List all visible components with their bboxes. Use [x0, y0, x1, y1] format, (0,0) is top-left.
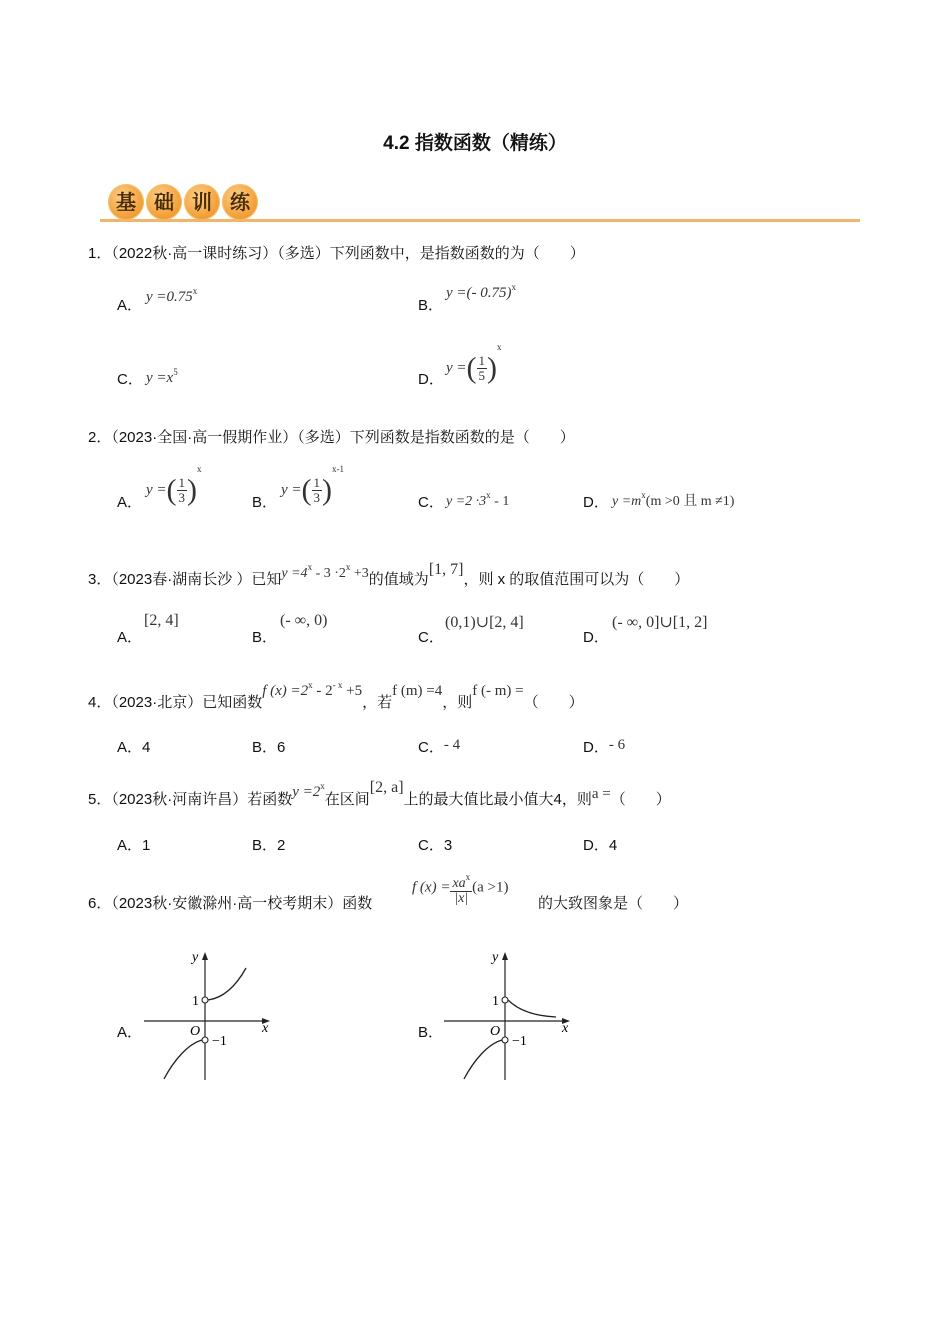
banner-char: 训 — [184, 184, 220, 220]
option-label: B． — [252, 494, 278, 511]
question-number: 3． — [88, 571, 112, 588]
question-text: 的值域为 — [368, 571, 429, 588]
tick-label: 1 — [192, 994, 199, 1009]
question-text: （2022秋·高一课时练习）（多选）下列函数中，是指数函数的为（ ） — [111, 245, 585, 262]
option-label: B．2 — [252, 837, 286, 854]
formula: y =( $\frac{1}{3}$ )$^{x-1}$ — [281, 464, 345, 507]
x-label: x — [562, 1021, 569, 1036]
graph-b — [438, 948, 578, 1084]
question-1 — [88, 244, 585, 264]
option-label: A．1 — [117, 837, 151, 854]
formula: (- ∞, 0) — [280, 612, 328, 629]
formula: (- ∞, 0]∪[1, 2] — [612, 614, 708, 631]
tick-label: −1 — [212, 1034, 227, 1049]
tick-label: −1 — [512, 1034, 527, 1049]
question-text: （ ） — [523, 694, 584, 711]
question-text: （2023·北京）已知函数 — [111, 694, 263, 711]
option-value: 2 — [277, 837, 286, 854]
formula: [2, a] — [369, 779, 404, 796]
option-value: - 6 — [608, 737, 626, 753]
question-text: 的大致图象是（ ） — [538, 895, 689, 912]
banner-char: 基 — [108, 184, 144, 220]
question-text: 上的最大值比最小值大4，则 — [403, 791, 592, 808]
question-number: 5． — [88, 791, 112, 808]
option-label: B． — [252, 629, 278, 646]
y-label: y — [492, 950, 499, 965]
y-axis-arrow — [202, 952, 208, 960]
formula: y =(- 0.75)$^x$ — [446, 282, 517, 301]
formula: $y =m^x(m >0$ 且 m ≠1) — [612, 490, 735, 509]
curve-right — [208, 968, 246, 1000]
question-text: ，则 — [442, 694, 473, 711]
formula: y =( $\frac{1}{3}$ )$^x$ — [146, 464, 202, 507]
formula: y =( $\frac{1}{5}$ )$^x$ — [446, 342, 502, 385]
option-label: A．4 — [117, 739, 151, 756]
option-label: A． — [117, 297, 143, 314]
question-3 — [88, 561, 690, 591]
option-value: 4 — [142, 739, 151, 756]
question-5 — [88, 779, 671, 810]
curve-left — [164, 1040, 202, 1079]
y-axis-arrow — [502, 952, 508, 960]
option-label: B． — [418, 1024, 444, 1041]
option-label: D． — [583, 494, 609, 511]
option-label: A． — [117, 494, 143, 511]
option-label: D．- 6 — [583, 737, 626, 756]
option-label: C．3 — [418, 837, 453, 854]
question-text: ，则 x 的取值范围可以为（ ） — [463, 571, 690, 588]
formula: f (- m) = — [472, 683, 524, 699]
formula: [1, 7] — [428, 561, 464, 578]
question-text: （2023秋·安徽滁州·高一校考期末）函数 — [111, 895, 373, 912]
option-label: D． — [418, 371, 444, 388]
open-point — [202, 997, 208, 1003]
origin-label: O — [490, 1024, 501, 1039]
option-value: 6 — [277, 739, 286, 756]
question-number: 2． — [88, 429, 112, 446]
option-label: D．4 — [583, 837, 618, 854]
question-text: （ ） — [610, 791, 671, 808]
formula: (0,1)∪[2, 4] — [445, 614, 524, 631]
curve-right — [508, 1000, 556, 1017]
curve-left — [464, 1040, 502, 1079]
banner-char: 础 — [146, 184, 182, 220]
question-text: （2023秋·河南许昌）若函数 — [111, 791, 293, 808]
question-text: 在区间 — [324, 791, 370, 808]
question-text: （2023·全国·高一假期作业）（多选）下列函数是指数函数的是（ ） — [111, 429, 575, 446]
option-label: C．- 4 — [418, 737, 461, 756]
origin-label: O — [190, 1024, 201, 1039]
formula: f (x) = $\frac{xa^x}{|x|}$ (a >1) — [412, 872, 509, 906]
open-point — [202, 1037, 208, 1043]
question-4 — [88, 680, 584, 713]
x-label: x — [262, 1021, 269, 1036]
formula: $y =0.75^x$ — [146, 286, 198, 305]
tick-label: 1 — [492, 994, 499, 1009]
banner-char: 练 — [222, 184, 258, 220]
option-value: 1 — [142, 837, 151, 854]
question-2 — [88, 428, 575, 448]
question-text: ，若 — [362, 694, 393, 711]
open-point — [502, 1037, 508, 1043]
section-divider — [100, 219, 860, 222]
option-label: C． — [418, 629, 444, 646]
formula: $y =4^x - 3 \cdot 2^x +3$ — [281, 562, 369, 581]
option-label: A． — [117, 1024, 143, 1041]
formula: f (m) =4 — [392, 683, 443, 699]
question-text: （2023春·湖南长沙 ）已知 — [111, 571, 282, 588]
question-number: 6． — [88, 895, 112, 912]
formula: f $(x) =2^x - 2^{- x} +5$ — [262, 680, 363, 699]
option-value: - 4 — [443, 737, 461, 753]
formula: a = — [591, 786, 611, 802]
question-6 — [88, 894, 372, 914]
option-value: 4 — [608, 837, 618, 854]
option-label: C． — [117, 371, 143, 388]
formula: $y =x^5$ — [146, 367, 178, 386]
option-label: A． — [117, 629, 143, 646]
question-number: 1． — [88, 245, 112, 262]
graph-a — [138, 948, 278, 1084]
option-label: B． — [418, 297, 444, 314]
formula: $y =2 \cdot 3^x - 1$ — [446, 490, 510, 509]
formula: $y =2^x$ — [292, 781, 325, 800]
option-label: D． — [583, 629, 609, 646]
option-label: B．6 — [252, 739, 286, 756]
y-label: y — [192, 950, 199, 965]
option-value: 3 — [443, 837, 453, 854]
option-label: C． — [418, 494, 444, 511]
page-title: 4.2 指数函数（精练） — [383, 133, 567, 154]
open-point — [502, 997, 508, 1003]
question-number: 4． — [88, 694, 112, 711]
formula: [2, 4] — [144, 612, 179, 629]
